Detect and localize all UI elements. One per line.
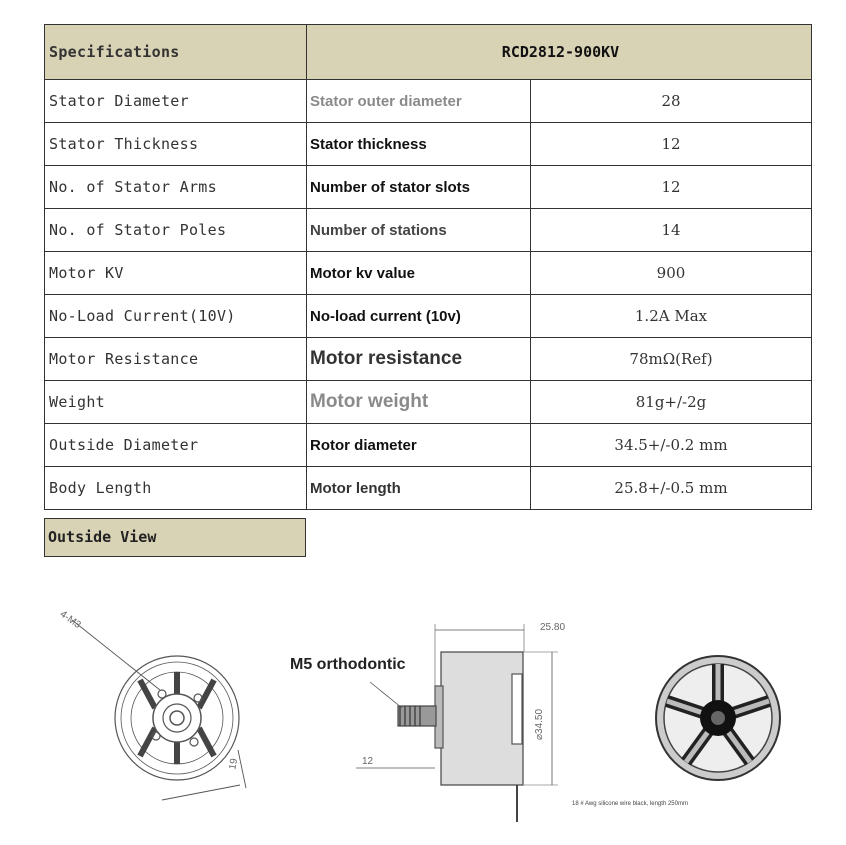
row-name: Motor Resistance <box>45 338 307 381</box>
row-name: Motor KV <box>45 252 307 295</box>
table-row <box>45 209 812 252</box>
table-row <box>45 424 812 467</box>
dim-12: 12 <box>362 756 374 767</box>
row-value: 14 <box>531 209 812 252</box>
row-name: No. of Stator Poles <box>45 209 307 252</box>
header-model: RCD2812-900KV <box>307 25 812 80</box>
row-alt-name: No-load current (10v) <box>307 295 531 338</box>
table-row <box>45 80 812 123</box>
row-alt-name: Stator outer diameter <box>307 80 531 123</box>
motor-drawings <box>0 590 846 845</box>
row-alt-name: Stator thickness <box>307 123 531 166</box>
row-value: 12 <box>531 123 812 166</box>
side-view-drawing <box>356 624 558 822</box>
row-value: 28 <box>531 80 812 123</box>
row-name: Stator Diameter <box>45 80 307 123</box>
row-alt-name: Motor length <box>307 467 531 510</box>
row-value: 34.5+/-0.2 mm <box>531 424 812 467</box>
row-alt-name: Rotor diameter <box>307 424 531 467</box>
row-value: 25.8+/-0.5 mm <box>531 467 812 510</box>
table-row <box>45 338 812 381</box>
dim-19: 19 <box>227 757 241 771</box>
row-name: No. of Stator Arms <box>45 166 307 209</box>
spec-table <box>44 24 812 510</box>
wire-note: 18 # Awg silicone wire black, length 250mm <box>572 801 688 807</box>
table-row <box>45 295 812 338</box>
row-alt-name: Number of stator slots <box>307 166 531 209</box>
row-name: Body Length <box>45 467 307 510</box>
table-row <box>45 467 812 510</box>
table-row <box>45 381 812 424</box>
row-alt-name: Motor weight <box>307 381 531 424</box>
row-alt-name: Motor resistance <box>307 338 531 381</box>
header-label: Specifications <box>45 25 307 80</box>
row-name: Stator Thickness <box>45 123 307 166</box>
rear-view-drawing <box>656 656 780 780</box>
row-value: 900 <box>531 252 812 295</box>
row-value: 1.2A Max <box>531 295 812 338</box>
table-row <box>45 252 812 295</box>
row-name: Outside Diameter <box>45 424 307 467</box>
m5-label: M5 orthodontic <box>290 656 406 673</box>
row-alt-name: Number of stations <box>307 209 531 252</box>
row-alt-name: Motor kv value <box>307 252 531 295</box>
dim-length: 25.80 <box>540 622 566 633</box>
table-header-row <box>45 25 812 80</box>
row-name: No-Load Current(10V) <box>45 295 307 338</box>
front-view-drawing <box>72 620 246 800</box>
label-4m3: 4-M3 <box>57 608 83 631</box>
table-row <box>45 166 812 209</box>
row-value: 81g+/-2g <box>531 381 812 424</box>
table-row <box>45 123 812 166</box>
outside-view-label: Outside View <box>44 518 306 557</box>
row-name: Weight <box>45 381 307 424</box>
row-value: 78mΩ(Ref) <box>531 338 812 381</box>
row-value: 12 <box>531 166 812 209</box>
dim-diameter: ⌀34.50 <box>534 708 545 740</box>
